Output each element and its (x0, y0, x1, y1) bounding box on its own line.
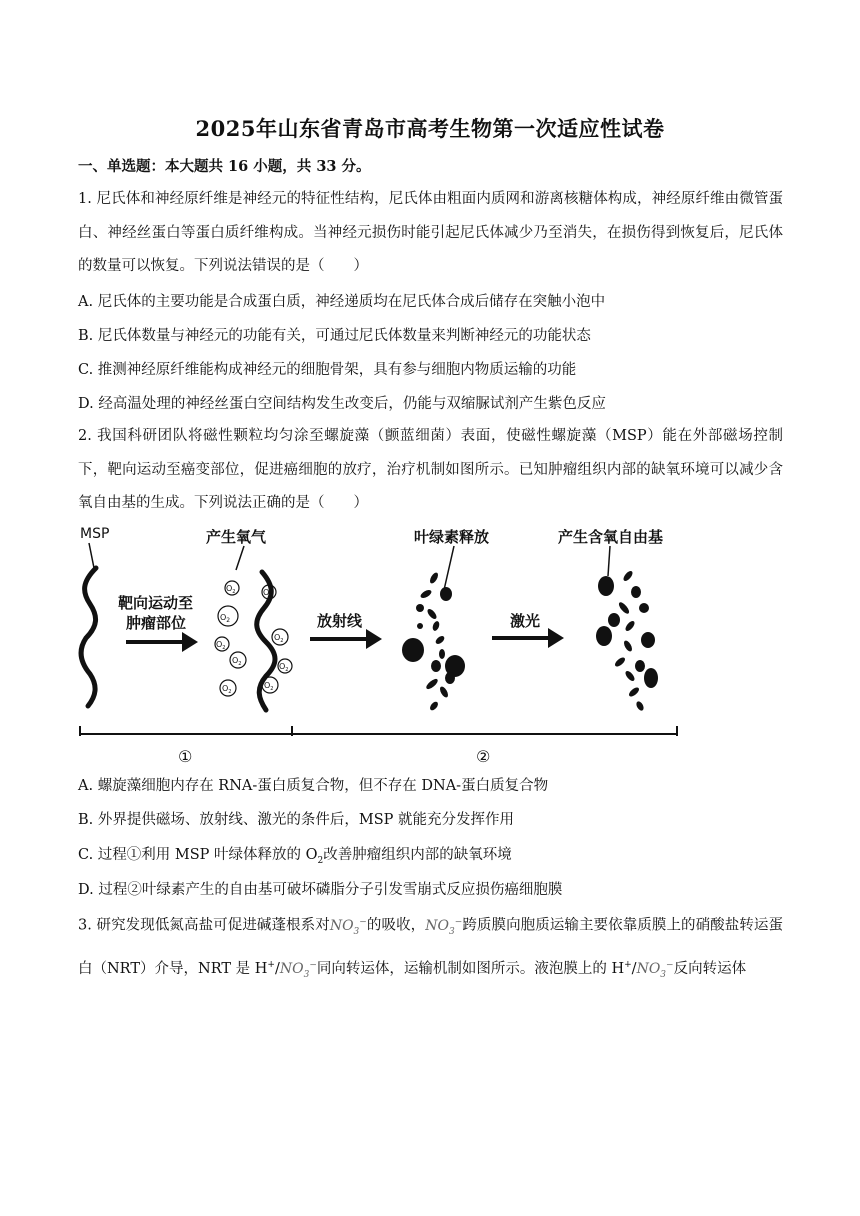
question-1-option-b: B. 尼氏体数量与神经元的功能有关，可通过尼氏体数量来判断神经元的功能状态 (78, 328, 591, 344)
nitrate-formula-2-sup: − (454, 917, 463, 927)
arrow-2-shape (310, 629, 382, 649)
arrow-2-label: 放射线 (317, 612, 363, 630)
nitrate-formula-3-sub: 3 (303, 969, 310, 980)
svg-text:O2: $O_2$ (274, 633, 284, 644)
question-2-option-c (78, 845, 783, 871)
svg-text:O2: $O_2$ (263, 588, 273, 599)
question-2-option-b: B. 外界提供磁场、放射线、激光的条件后，MSP 就能充分发挥作用 (78, 812, 515, 828)
h-plus-sup-1: + (267, 959, 275, 970)
nitrate-formula-3 (279, 960, 317, 980)
process-bracket (80, 726, 677, 736)
nitrate-formula-2 (425, 917, 463, 937)
nitrate-formula-1-sup: − (359, 917, 367, 927)
nitrate-formula-4-sup: − (666, 960, 674, 971)
chlorophyll-release-label: 叶绿素释放 (414, 528, 490, 546)
arrow-1-shape (126, 632, 198, 652)
svg-text:O2: $O_2$ (226, 584, 236, 595)
nitrate-formula-1-sub: 3 (353, 926, 360, 937)
question-2-option-d: D. 过程②叶绿素产生的自由基可破坏磷脂分子引发雪崩式反应损伤癌细胞膜 (78, 882, 563, 898)
section-heading: 一、单选题：本大题共 16 小题，共 33 分。 (78, 158, 371, 175)
arrow-3-label: 激光 (510, 612, 541, 630)
q3-slash-2: / (631, 960, 637, 977)
page-title: 2025年山东省青岛市高考生物第一次适应性试卷 (195, 116, 665, 141)
question-2-option-c-part-1: C. 过程①利用 MSP 叶绿体释放的 O (78, 847, 318, 863)
svg-text:O2: $O_2$ (222, 684, 232, 695)
radical-fragments (596, 569, 658, 711)
nitrate-formula-4 (636, 960, 674, 980)
h-plus-sup-2: + (624, 959, 632, 970)
question-1-stem: 1. 尼氏体和神经原纤维是神经元的特征性结构，尼氏体由粗面内质网和游离核糖体构成，神经原纤维由微管蛋白、神经丝蛋白等蛋白质纤维构成。当神经元损伤时能引起尼氏体减少乃至消失，在损伤得到恢复后，尼氏体的数量可以恢复。下列说法错误的是（ ） (78, 191, 783, 274)
arrow-1-label-line-1: 靶向运动至 (118, 594, 194, 612)
arrow-1-label-line-2: 肿瘤部位 (126, 614, 187, 632)
nitrate-formula-2-base: NO (425, 917, 449, 934)
question-2-option-c-part-2: 改善肿瘤组织内部的缺氧环境 (323, 847, 512, 863)
nitrate-formula-4-base: NO (636, 960, 661, 977)
q3-text-2: 的吸收， (366, 917, 426, 934)
msp-label: MSP (80, 526, 110, 542)
question-1-option-c: C. 推测神经原纤维能构成神经元的细胞骨架，具有参与细胞内物质运输的功能 (78, 362, 577, 378)
msp-mechanism-figure (74, 516, 686, 770)
msp-spiral-shape (81, 568, 96, 706)
produce-radicals-label: 产生含氧自由基 (558, 528, 664, 546)
svg-text:O2: $O_2$ (279, 662, 289, 673)
question-1-option-a: A. 尼氏体的主要功能是合成蛋白质，神经递质均在尼氏体合成后储存在突触小泡中 (78, 294, 606, 310)
broken-msp-fragments (402, 571, 465, 711)
svg-text:O2: $O_2$ (220, 613, 231, 624)
step-2-label: ② (476, 747, 491, 766)
q3-text-7: 反向转运体 (673, 960, 747, 977)
nitrate-formula-3-base: NO (279, 960, 304, 977)
svg-text:O2: $O_2$ (232, 656, 242, 667)
nitrate-formula-3-sup: − (309, 960, 317, 971)
svg-text:O2: $O_2$ (264, 681, 274, 692)
step-1-label: ① (178, 747, 193, 766)
question-2-option-a: A. 螺旋藻细胞内存在 RNA-蛋白质复合物，但不存在 DNA-蛋白质复合物 (78, 778, 549, 794)
produce-oxygen-label: 产生氧气 (206, 528, 267, 546)
question-2-stem: 2. 我国科研团队将磁性颗粒均匀涂至螺旋藻（颤蓝细菌）表面，使磁性螺旋藻（MSP）能在外部磁场控制下，靶向运动至癌变部位，促进癌细胞的放疗，治疗机制如图所示。已知肿瘤组织内部的缺氧环境可以减少含氧自由基的生成。下列说法正确的是（ ） (78, 428, 783, 511)
nitrate-formula-4-sub: 3 (660, 969, 667, 980)
q3-text-5: 同向转运体，运输机制如图所示。液泡膜上的 H (316, 960, 625, 977)
svg-text:O2: $O_2$ (216, 640, 226, 651)
nitrate-formula-1-base: NO (329, 917, 354, 934)
question-2-option-c-subscript: 2 (317, 855, 324, 866)
nitrate-formula-2-sub: 3 (448, 926, 455, 937)
q3-text-1: 3. 研究发现低氮高盐可促进碱蓬根系对 (78, 917, 330, 934)
question-3-stem (78, 906, 783, 992)
question-1-option-d: D. 经高温处理的神经丝蛋白空间结构发生改变后，仍能与双缩脲试剂产生紫色反应 (78, 396, 606, 412)
q3-slash-1: / (274, 960, 280, 977)
arrow-3-shape (492, 628, 564, 648)
nitrate-formula-1 (329, 917, 367, 937)
q3-text-3: 跨质膜向胞质运输主要依靠质膜上的硝酸盐转运蛋白（NRT）介导，NRT 是 H (78, 917, 784, 977)
